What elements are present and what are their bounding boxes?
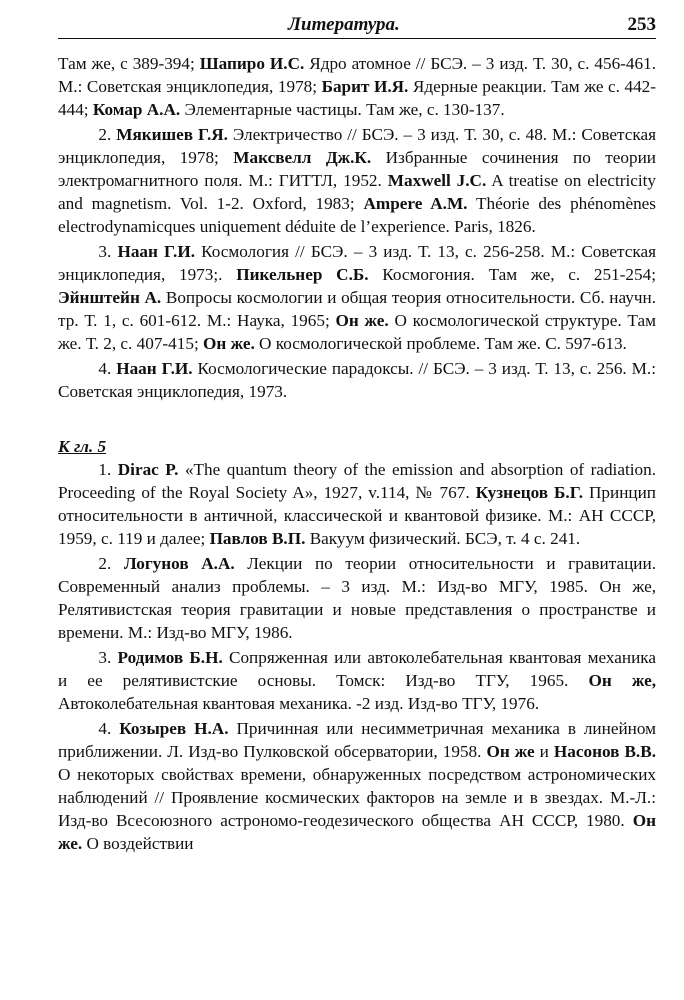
section-title: К гл. 5 [58,437,107,456]
reference-text: 2. [98,125,117,144]
reference-text: Элементарные частицы. Там же, с. 130-137. [180,100,505,119]
reference-text: 4. [98,359,117,378]
reference-text: Там же, с 389-394; [58,54,200,73]
author-name: Наан Г.И. [116,359,193,378]
reference-text: Сопряженная или автоколебательная квантовая механика и ее релятивистские основы. Томск: Изд-во ТГУ, 1965. [58,648,656,690]
author-name: Он же. [58,811,656,853]
page-body [58,52,656,857]
reference-text: «The quantum theory of the emission and absorption of radiation. Proceeding of the Royal Society A», 1927, v.114, № 767. [58,460,656,502]
reference-text: Космогония. Там же, с. 251-254; [368,265,656,284]
author-name: Барит И.Я. [321,77,409,96]
author-name: Он же. [335,311,389,330]
reference-text: О космологической структуре. Там же. Т. 2, с. 407-415; [58,311,656,353]
reference-text: 3. [98,648,118,667]
page-number: 253 [627,14,656,35]
reference-text: Théorie des phénomènes electrodynamicques uniquement déduite de l’experience. Paris, 1826. [58,194,656,236]
paragraph [58,240,656,355]
paragraph [58,52,656,121]
author-name: Насонов В.В. [553,742,656,761]
author-name: Он же. [203,334,255,353]
reference-text: Автоколебательная квантовая механика. -2 изд. Изд-во ТГУ, 1976. [58,694,540,713]
reference-text: Принцип относительности в античной, классической и квантовой физике. М.: АН СССР, 1959, с. 119 и далее; [58,483,656,548]
paragraph [58,357,656,403]
author-name: Козырев Н.А. [119,719,229,738]
author-name: Мякишев Г.Я. [116,125,228,144]
reference-text: Космологические парадоксы. // БСЭ. – 3 изд. Т. 13, с. 256. М.: Советская энциклопедия, 1973. [58,359,656,401]
reference-text: 2. [98,554,124,573]
author-name: Кузнецов Б.Г. [475,483,583,502]
reference-text: О некоторых свойствах времени, обнаруженных посредством астрономических наблюдений // Проявление космических факторов на земле и в звездах. М.-Л.: Изд-во Всесоюзного астрономо-геодезического общества АН СССР, 1980. [58,765,656,830]
reference-text: Вакуум физический. БСЭ, т. 4 с. 241. [305,529,581,548]
author-name: Павлов В.П. [209,529,306,548]
reference-text: и [534,742,554,761]
author-name: Шапиро И.С. [199,54,305,73]
reference-text: Электричество // БСЭ. – 3 изд. Т. 30, с. 48. М.: Советская энциклопедия, 1978; [58,125,657,167]
reference-text: 4. [98,719,120,738]
author-name: Пикельнер С.Б. [236,265,369,284]
author-name: Комар А.А. [92,100,181,119]
reference-text: Космология // БСЭ. – 3 изд. Т. 13, с. 256-258. М.: Советская энциклопедия, 1973;. [58,242,656,284]
author-name: Эйнштейн А. [58,288,162,307]
reference-text: О космологической проблеме. Там же. С. 597-613. [254,334,627,353]
reference-text: 1. [98,460,118,479]
author-name: Maxwell J.C. [387,171,487,190]
paragraph [58,123,656,238]
section-gap [58,405,656,435]
author-name: Максвелл Дж.К. [233,148,372,167]
reference-text: Вопросы космологии и общая теория относительности. Сб. научн. тр. Т. 1, с. 601-612. М.: Наука, 1965; [58,288,656,330]
author-name: Он же [486,742,535,761]
author-name: Логунов А.А. [123,554,235,573]
reference-text: Причинная или несимметричная механика в линейном приближении. Л. Изд-во Пулковской обсерватории, 1958. [58,719,656,761]
author-name: Он же, [588,671,656,690]
author-name: Ampere A.M. [363,194,468,213]
author-name: Родимов Б.Н. [117,648,223,667]
reference-text: 3. [98,242,118,261]
author-name: Dirac P. [117,460,179,479]
reference-text: Ядерные реакции. Там же с. 442-444; [58,77,656,119]
reference-text: О воздействии [82,834,194,853]
paragraph [58,458,656,550]
reference-text: Избранные сочинения по теории электромагнитного поля. М.: ГИТТЛ, 1952. [58,148,656,190]
page-header [58,10,656,39]
paragraph [58,552,656,644]
reference-text: Лекции по теории относительности и гравитации. Современный анализ проблемы. – 3 изд. М.: Изд-во МГУ, 1985. Он же, Релятивистская теория гравитации и новые представления о пространстве и времени. М.: Изд-во МГУ, 1986. [58,554,656,642]
paragraph [58,646,656,715]
author-name: Наан Г.И. [117,242,196,261]
reference-text: Ядро атомное // БСЭ. – 3 изд. Т. 30, с. 456-461. М.: Советская энциклопедия, 1978; [58,54,656,96]
running-title: Литература. [288,14,400,35]
reference-text: A treatise on electricity and magnetism. Vol. 1-2. Oxford, 1983; [58,171,656,213]
paragraph [58,717,656,855]
